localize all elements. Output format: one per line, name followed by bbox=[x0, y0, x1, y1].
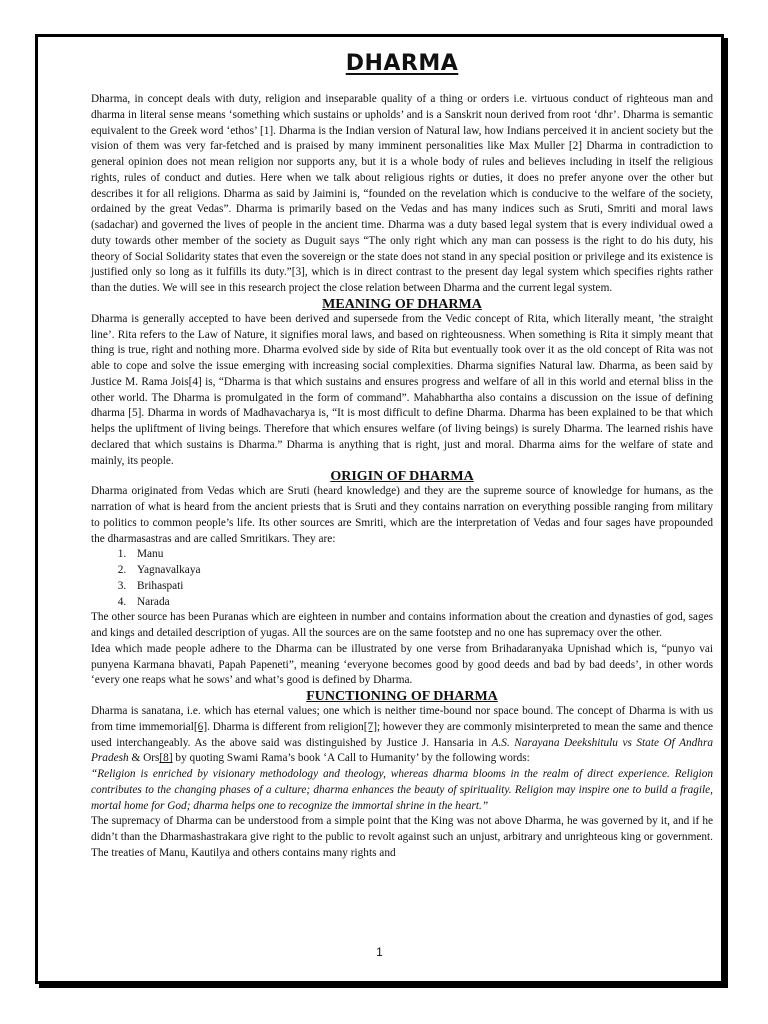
list-item: 4. Narada bbox=[129, 595, 713, 611]
document-title: DHARMA bbox=[345, 51, 459, 76]
functioning-paragraph-1 bbox=[91, 704, 713, 767]
page-frame bbox=[35, 34, 724, 984]
document-body bbox=[91, 53, 713, 862]
meaning-heading: MEANING OF DHARMA bbox=[322, 296, 482, 312]
text-span: & Ors bbox=[128, 752, 160, 765]
page-number: 1 bbox=[376, 945, 383, 959]
origin-paragraph-3: Idea which made people adhere to the Dharma can be illustrated by one verse from Brihadaranyaka Upnishad which is, “punyo vai punyena Karmana bhavati, Papah Papeneti”, meaning ‘everyone becomes good by good deeds and bad by bad deeds’, in other words ‘every one reaps what he sows’ and what’s good is defined by Dharma. bbox=[91, 642, 713, 687]
case-name: A.S. Narayana Deekshitulu vs State Of Andhra Pradesh bbox=[91, 736, 713, 765]
meaning-paragraph: Dharma is generally accepted to have been derived and supersede from the Vedic concept of Rita, which literally meant, ’the straight line’. Rita refers to the Law of Nature, it signifies moral laws, and based on righteousness. When something is Rita it simply meant that thing is true, right and nothing more. Dharma evolved side by side of Rita but eventually took over it as the old concept of Rita was not able to cope and solve the issue emerging with increasing social complexities. Dharma signifies Natural law. Dharma, as been said by Justice M. Rama Jois[4] is, “Dharma is that which sustains and ensures progress and welfare of all in this world and eternal bliss in the other world. The Dharma is promulgated in the form of command”. Mahabhartha also contains a discussion on the issue of defining dharma [5]. Dharma in words of Madhavacharya is, “It is most difficult to define Dharma. Dharma has been explained to be that which helps the upliftment of living beings. Therefore that which ensures welfare (of living beings) is surely Dharma. The learned rishis have declared that which sustains is Dharma.” Dharma is anything that is right, just and moral. Dharma aims for the welfare of state and mainly, its people. bbox=[91, 312, 713, 467]
list-item: 3. Brihaspati bbox=[129, 579, 713, 595]
smritikars-list bbox=[91, 547, 713, 610]
origin-paragraph-1: Dharma originated from Vedas which are Sruti (heard knowledge) and they are the supreme source of knowledge for humans, as the narration of what is heard from the ancient priests that is Sruti and they contains narration on everything possible ranging from military to politics to common people’s life. Its other sources are Smriti, which are the interpretation of Vedas and four sages have propounded the dharmasastras and are called Smritikars. They are: bbox=[91, 485, 713, 545]
footnote-link-6[interactable]: [6] bbox=[193, 720, 208, 733]
footnote-link-8[interactable]: [8] bbox=[159, 752, 173, 765]
origin-paragraph-2: The other source has been Puranas which are eighteen in number and contains information about the creation and dynasties of god, sages and kings and detailed description of yugas. All the sources are on the same footstep and no one has supremacy over the other. bbox=[91, 611, 713, 639]
list-item: 2. Yagnavalkaya bbox=[129, 563, 713, 579]
text-span: ; however they are commonly misinterpreted to mean the same and thence used interchangeably. As the above said was distinguished by Justice J. Hansaria in bbox=[91, 720, 713, 749]
functioning-heading: FUNCTIONING OF DHARMA bbox=[306, 689, 498, 704]
origin-heading: ORIGIN OF DHARMA bbox=[330, 469, 474, 485]
text-span: . Dharma is different from religion bbox=[207, 720, 364, 733]
list-item: 1. Manu bbox=[129, 547, 713, 563]
functioning-paragraph-2: The supremacy of Dharma can be understood from a simple point that the King was not above Dharma, he was governed by it, and if he didn’t than the Dharmashastrakara give right to the public to revolt against such an unjust, arbitrary and unrighteous king or government. The treaties of Manu, Kautilya and others contains many rights and bbox=[91, 815, 713, 859]
text-span: by quoting Swami Rama’s book ‘A Call to Humanity’ by the following words: bbox=[172, 752, 530, 765]
footnote-link-7[interactable]: [7] bbox=[363, 720, 377, 733]
block-quote: “Religion is enriched by visionary methodology and theology, whereas dharma blooms in the realm of direct experience. Religion contributes to the changing phases of a culture; dharma enhances the beauty of spirituality. Religion may inspire one to build a fragile, mortal home for God; dharma helps one to recognize the immortal shrine in the heart.” bbox=[91, 768, 713, 812]
text-span: Dharma is sanatana, i.e. which has eternal values; one which is neither time-bound nor space bound. The concept of Dharma is with us from time immemorial bbox=[91, 705, 713, 733]
intro-paragraph: Dharma, in concept deals with duty, religion and inseparable quality of a thing or orders i.e. virtuous conduct of righteous man and dharma in literal sense means ‘something which sustains or upholds’ and is a Sanskrit noun derived from root ‘dhr’. Dharma is semantic equivalent to the Greek word ‘ethos’ [1]. Dharma is the Indian version of Natural law, how Indians perceived it in ancient society but the vision of them was very far-fetched and is praised by many imminent personalities like Max Muller [2] Dharma in contradiction to general opinion does not mean religion nor supports any, but it is a whole body of rules and believes including in itself the religious rights, rules of conduct and duties. Here when we talk about religious rights or duties, it does no prefer anyone over the other but describes it for all religions. Dharma as said by Jaimini is, “founded on the revelation which is conducive to the welfare of the society, ordained by the great Vedas”. Dharma is primarily based on the Vedas and has many indices such as Sruti, Smriti and moral laws (sadachar) and governed the lives of people in the ancient time. Dharma was a duty based legal system that is every individual owed a duty towards other member of the society as Duguit says “The only right which any man can possess is the right to do his duty, his theory of Social Solidarity states that even the sovereign or the state does not stand in any special position or privilege and its existence is justified only so long as it fulfills its duty.”[3], which is in direct contrast to the present day legal system which specifies rights rather than the duties. We will see in this research project the close relation between Dharma and the current legal system. bbox=[91, 93, 713, 294]
